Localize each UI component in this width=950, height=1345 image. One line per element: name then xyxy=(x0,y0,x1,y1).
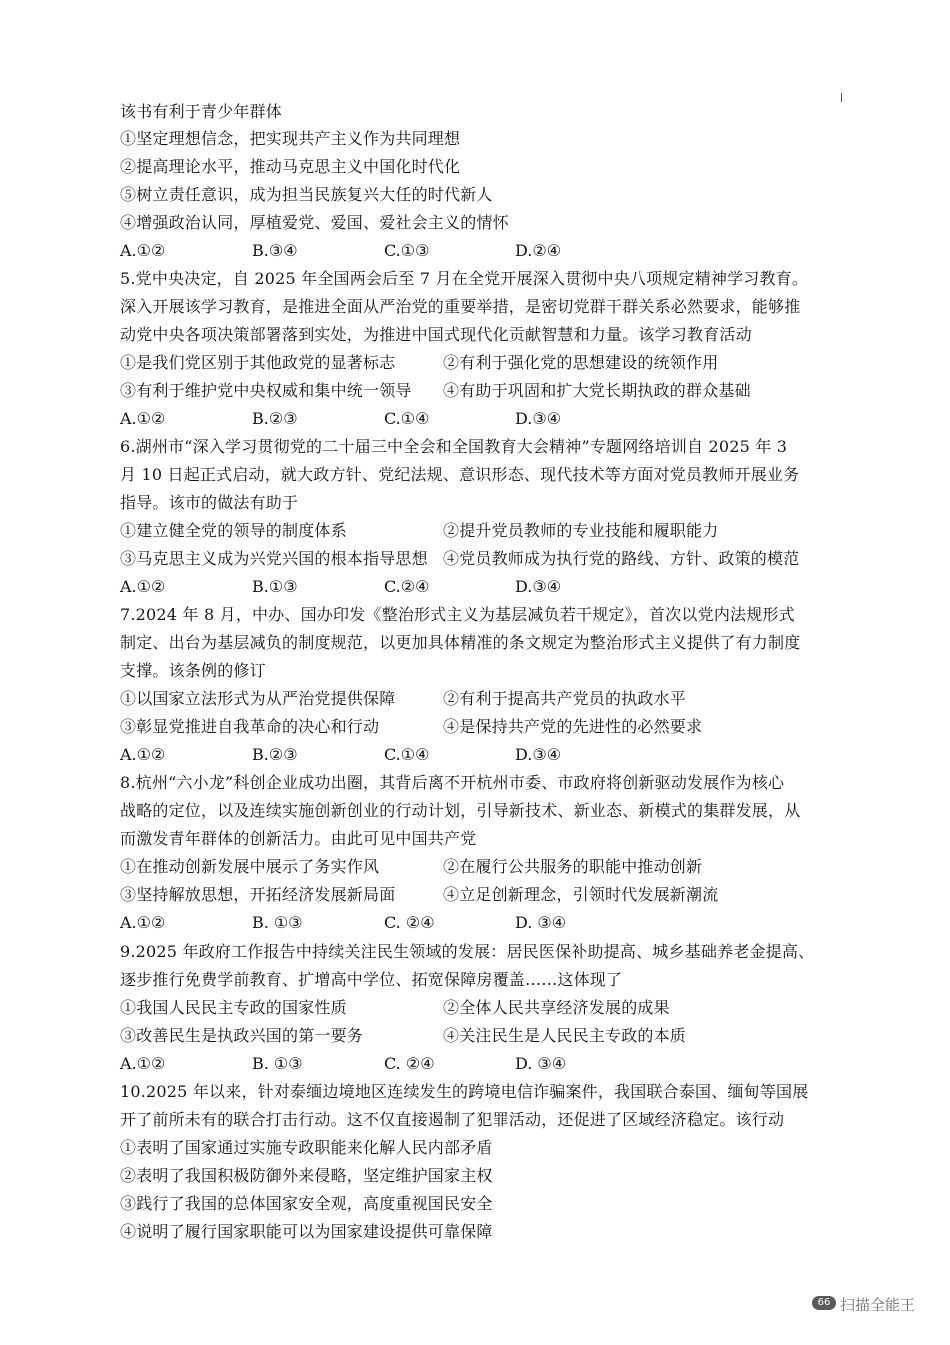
q4-item-3: ⑤树立责任意识，成为担当民族复兴大任的时代新人 xyxy=(120,185,493,204)
q6-stem-line-1: 6.湖州市“深入学习贯彻党的二十届三中全会和全国教育大会精神”专题网络培训自 2025 年 3 xyxy=(120,437,788,456)
q6-stem-line-3: 指导。该市的做法有助于 xyxy=(120,493,299,512)
q9-item-2: ②全体人民共享经济发展的成果 xyxy=(443,998,670,1017)
q8-option-a: A.①② xyxy=(120,913,166,932)
q7-stem-line-2: 制定、出台为基层减负的制度规范，以更加具体精准的条文规定为整治形式主义提供了有力制度 xyxy=(120,633,801,652)
q4-option-a: A.①② xyxy=(120,241,166,260)
q6-item-3: ③马克思主义成为兴党兴国的根本指导思想 xyxy=(120,549,428,568)
q6-item-2: ②提升党员教师的专业技能和履职能力 xyxy=(443,521,719,540)
q8-item-2: ②在履行公共服务的职能中推动创新 xyxy=(443,857,703,876)
q7-item-3: ③彰显党推进自我革命的决心和行动 xyxy=(120,717,380,736)
q5-stem-line-3: 动党中央各项决策部署落到实处，为推进中国式现代化贡献智慧和力量。该学习教育活动 xyxy=(120,325,752,344)
q5-item-2: ②有利于强化党的思想建设的统领作用 xyxy=(443,353,719,372)
q8-stem-line-1: 8.杭州“六小龙”科创企业成功出圈，其背后离不开杭州市委、市政府将创新驱动发展作为核心 xyxy=(120,773,785,792)
q5-item-1: ①是我们党区别于其他政党的显著标志 xyxy=(120,353,396,372)
q8-stem-line-3: 而激发青年群体的创新活力。由此可见中国共产党 xyxy=(120,829,477,848)
q9-item-4: ④关注民生是人民民主专政的本质 xyxy=(443,1026,687,1045)
margin-mark xyxy=(841,93,842,102)
q4-item-2: ②提高理论水平，推动马克思主义中国化时代化 xyxy=(120,157,461,176)
q9-option-a: A.①② xyxy=(120,1054,166,1073)
scanner-watermark xyxy=(812,1291,950,1311)
q5-stem-line-2: 深入开展该学习教育，是推进全面从严治党的重要举措，是密切党群干群关系必然要求，能够推 xyxy=(120,297,801,316)
q4-item-4: ④增强政治认同，厚植爱党、爱国、爱社会主义的情怀 xyxy=(120,213,509,232)
q8-item-4: ④立足创新理念，引领时代发展新潮流 xyxy=(443,885,719,904)
q7-option-c: C.①④ xyxy=(384,745,430,764)
q10-item-4: ④说明了履行国家职能可以为国家建设提供可靠保障 xyxy=(120,1222,493,1241)
q6-option-b: B.①③ xyxy=(252,577,298,596)
q8-option-b: B. ①③ xyxy=(252,913,303,932)
q7-stem-line-1: 7.2024 年 8 月，中办、国办印发《整治形式主义为基层减负若干规定》，首次以党内法规形式 xyxy=(120,605,795,624)
q5-option-b: B.②③ xyxy=(252,409,298,428)
q4-option-c: C.①③ xyxy=(384,241,430,260)
q9-option-c: C. ②④ xyxy=(384,1054,435,1073)
q7-item-2: ②有利于提高共产党员的执政水平 xyxy=(443,689,687,708)
q10-stem-line-2: 开了前所未有的联合打击行动。这不仅直接遏制了犯罪活动，还促进了区域经济稳定。该行动 xyxy=(120,1110,785,1129)
q10-item-2: ②表明了我国积极防御外来侵略，坚定维护国家主权 xyxy=(120,1166,493,1185)
q6-option-c: C.②④ xyxy=(384,577,430,596)
q9-stem-line-2: 逐步推行免费学前教育、扩增高中学位、拓宽保障房覆盖……这体现了 xyxy=(120,970,623,989)
q7-item-4: ④是保持共产党的先进性的必然要求 xyxy=(443,717,703,736)
q5-option-c: C.①④ xyxy=(384,409,430,428)
q8-option-d: D. ③④ xyxy=(515,913,567,932)
q4-item-1: ①坚定理想信念，把实现共产主义作为共同理想 xyxy=(120,129,461,148)
q5-stem-line-1: 5.党中央决定，自 2025 年全国两会后至 7 月在全党开展深入贯彻中央八项规定精神学习教育。 xyxy=(120,269,809,288)
q9-option-d: D. ③④ xyxy=(515,1054,567,1073)
q4-option-b: B.③④ xyxy=(252,241,298,260)
q9-item-3: ③改善民生是执政兴国的第一要务 xyxy=(120,1026,364,1045)
q5-option-a: A.①② xyxy=(120,409,166,428)
q7-option-b: B.②③ xyxy=(252,745,298,764)
q10-item-1: ①表明了国家通过实施专政职能来化解人民内部矛盾 xyxy=(120,1138,493,1157)
q10-item-3: ③践行了我国的总体国家安全观，高度重视国民安全 xyxy=(120,1194,493,1213)
q7-stem-line-3: 支撑。该条例的修订 xyxy=(120,661,266,680)
scanner-logo-icon: 66 xyxy=(812,1296,836,1310)
q4-stem-end: 该书有利于青少年群体 xyxy=(120,102,283,121)
q5-option-d: D.③④ xyxy=(515,409,562,428)
q6-option-d: D.③④ xyxy=(515,577,562,596)
q8-option-c: C. ②④ xyxy=(384,913,435,932)
q4-option-d: D.②④ xyxy=(515,241,562,260)
q8-stem-line-2: 战略的定位，以及连续实施创新创业的行动计划，引导新技术、新业态、新模式的集群发展，从 xyxy=(120,801,801,820)
q6-stem-line-2: 月 10 日起正式启动，就大政方针、党纪法规、意识形态、现代技术等方面对党员教师开展业务 xyxy=(120,465,800,484)
q7-option-a: A.①② xyxy=(120,745,166,764)
q8-item-3: ③坚持解放思想，开拓经济发展新局面 xyxy=(120,885,396,904)
q9-item-1: ①我国人民民主专政的国家性质 xyxy=(120,998,347,1017)
q10-stem-line-1: 10.2025 年以来，针对泰缅边境地区连续发生的跨境电信诈骗案件，我国联合泰国、缅甸等国展 xyxy=(120,1082,809,1101)
watermark-text: 扫描全能王 xyxy=(840,1296,916,1311)
q5-item-4: ④有助于巩固和扩大党长期执政的群众基础 xyxy=(443,381,751,400)
q6-item-1: ①建立健全党的领导的制度体系 xyxy=(120,521,347,540)
q9-option-b: B. ①③ xyxy=(252,1054,303,1073)
q8-item-1: ①在推动创新发展中展示了务实作风 xyxy=(120,857,380,876)
q7-option-d: D.③④ xyxy=(515,745,562,764)
q5-item-3: ③有利于维护党中央权威和集中统一领导 xyxy=(120,381,412,400)
q6-item-4: ④党员教师成为执行党的路线、方针、政策的模范 xyxy=(443,549,800,568)
q9-stem-line-1: 9.2025 年政府工作报告中持续关注民生领域的发展：居民医保补助提高、城乡基础养老金提高、 xyxy=(120,942,815,961)
q7-item-1: ①以国家立法形式为从严治党提供保障 xyxy=(120,689,396,708)
q6-option-a: A.①② xyxy=(120,577,166,596)
